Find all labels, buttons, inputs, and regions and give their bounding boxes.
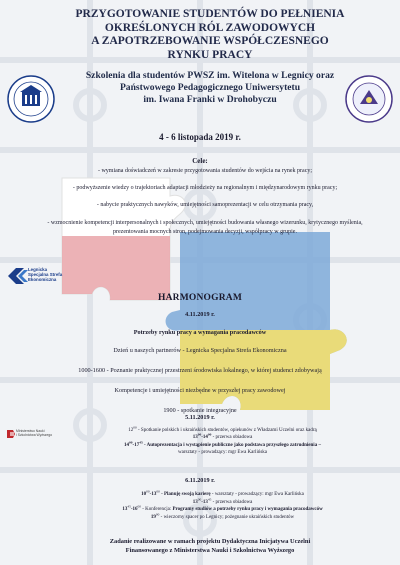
- time-minutes: 00: [197, 496, 202, 501]
- item-text: - przerwa obiadowa: [211, 435, 253, 441]
- poster-subtitle: [75, 70, 345, 106]
- day3-date: 6.11.2019 r.: [185, 477, 215, 484]
- day1-item: Kompetencje i umiejętności niezbędne w przyszłej pracy zawodowej: [114, 387, 286, 394]
- day2-item: [85, 427, 360, 434]
- item-text: - wieczorny spacer po Legnicy; pożegnanie ukraińskich studentów: [159, 514, 295, 520]
- time-minutes: 00: [207, 432, 212, 437]
- subtitle-line: im. Iwana Franki w Drohobyczu: [143, 94, 277, 105]
- day3-item: [95, 491, 350, 499]
- day3-schedule: [95, 491, 350, 521]
- day1-schedule: [20, 329, 380, 430]
- goals-list: [40, 167, 370, 245]
- title-line: OKREŚLONYCH RÓL ZAWODOWYCH: [104, 21, 316, 34]
- funding-line: Zadanie realizowane w ramach projektu Dydaktyczna Inicjatywa Uczelni: [109, 538, 311, 545]
- day2-item: [85, 434, 360, 441]
- lsse-line: Legnicka: [28, 267, 48, 272]
- item-bold-text: Programy studiów a potrzeby rynku pracy i wymagania pracodawców: [172, 507, 323, 513]
- goals-heading: Cele:: [192, 157, 208, 165]
- funding-note: [70, 538, 350, 555]
- time: 14: [124, 442, 130, 448]
- time-minutes: 00: [155, 512, 160, 517]
- time-minutes: 00: [133, 425, 137, 430]
- time: 13: [122, 507, 128, 513]
- lsse-logo-text: [28, 267, 62, 283]
- time: -13: [201, 499, 208, 505]
- subtitle-line: Państwowego Pedagogicznego Uniwersytetu: [119, 82, 301, 93]
- time-minutes: 00: [146, 489, 150, 494]
- item-text: - Autoprezentacja i wystąpienie publiczne jako podstawa przyszłego zatrudnienia –: [142, 442, 321, 448]
- time: -13: [149, 492, 157, 497]
- time: 13: [192, 499, 198, 505]
- goal-item: - nabycie praktycznych nawyków, umiejętności samoprezentacji w celu otrzymania pracy,: [96, 202, 314, 209]
- ministry-line: Ministerstwo Nauki: [16, 429, 45, 433]
- time: 13: [192, 435, 198, 441]
- day2-item: [85, 442, 360, 449]
- day2-item: warsztaty - prowadzący: mgr Ewa Karlińska: [178, 450, 267, 456]
- day2-date: 5.11.2019 r.: [185, 414, 215, 421]
- item-text: - warsztaty - prowadzący: mgr Ewa Karlińska: [210, 492, 304, 497]
- time-minutes: 45: [127, 504, 131, 509]
- time: -14: [201, 435, 208, 441]
- day1-item: 1000-1600 - Poznanie praktycznej przestrzeni środowiska lokalnego, w której studenci zdobywają: [78, 367, 322, 374]
- time: 12: [128, 428, 134, 433]
- time: -16: [130, 507, 138, 513]
- time-minutes: 00: [156, 489, 160, 494]
- time: -17: [132, 442, 140, 448]
- time-minutes: 00: [129, 440, 133, 445]
- day2-schedule: [85, 427, 360, 457]
- day1-title: Potrzeby rynku pracy a wymagania pracodawców: [133, 329, 267, 336]
- funding-line: Finansowanego z Ministerstwa Nauki i Szkolnictwa Wyższego: [125, 546, 295, 554]
- item-text: - przerwa obiadowa: [211, 499, 253, 505]
- time: 10: [141, 492, 147, 497]
- title-line: PRZYGOTOWANIE STUDENTÓW DO PEŁNIENIA: [75, 8, 345, 20]
- day1-item: 1900 - spotkanie integracyjne: [163, 407, 237, 414]
- title-line: A ZAPOTRZEBOWANIE WSPÓŁCZESNEGO: [91, 35, 329, 47]
- item-text: - Spotkanie polskich i ukraińskich studentów, opiekunów z Władzami Uczelni oraz kadrą: [136, 428, 317, 433]
- time-minutes: 45: [139, 440, 143, 445]
- subtitle-line: Szkolenia dla studentów PWSZ im. Witelona w Legnicy oraz: [85, 70, 335, 81]
- drohobych-university-logo: [344, 74, 394, 124]
- lsse-line: Ekonomiczna: [28, 277, 57, 283]
- item-text: - Konferencja:: [140, 507, 173, 513]
- time-minutes: 00: [197, 432, 202, 437]
- day3-item: [95, 514, 350, 522]
- poster-title: [60, 8, 360, 62]
- schedule-heading: HARMONOGRAM: [158, 293, 242, 303]
- day1-item: Dzień u naszych partnerów - Legnicka Specjalna Strefa Ekonomiczna: [113, 347, 287, 354]
- ministry-line: i Szkolnictwa Wyższego: [16, 433, 53, 438]
- event-date: 4 - 6 listopada 2019 r.: [159, 132, 241, 142]
- item-bold-text: - Planuję swoją karierę: [159, 492, 211, 497]
- goal-item: - wymiana doświadczeń w zakresie przygotowania studentów do wejścia na rynek pracy;: [97, 168, 313, 174]
- day1-date: 4.11.2019 r.: [185, 311, 215, 318]
- goal-item: - wzmocnienie kompetencji interpersonalnych i społecznych, umiejętności budowania własnego wizerunku, krytycznego myślenia, prezentowania mocnych stron, podejmowania decyzji, współpracy w grupie.: [47, 219, 363, 236]
- time-minutes: 00: [137, 504, 141, 509]
- pwsz-legnica-logo: [6, 74, 56, 124]
- ministry-logo-text: [16, 429, 52, 437]
- day3-item: [95, 496, 350, 507]
- goal-item: - podwyższenie wiedzy o trajektoriach adaptacji młodzieży na regionalnym i międzynarodowym rynku pracy;: [72, 185, 338, 192]
- title-line: RYNKU PRACY: [167, 48, 253, 61]
- time: 19: [150, 514, 156, 520]
- lsse-line: Specjalna Strefa: [28, 272, 63, 278]
- time-minutes: 45: [207, 496, 212, 501]
